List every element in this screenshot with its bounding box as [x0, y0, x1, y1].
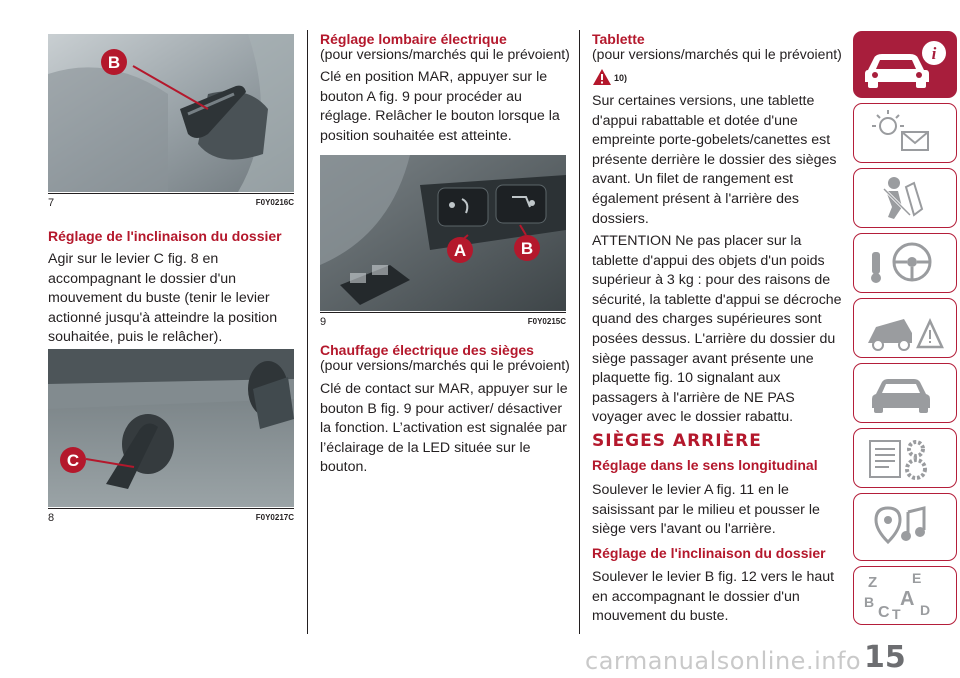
figure-9-callout-a: A	[453, 241, 467, 260]
figure-7-code: F0Y0216C	[255, 198, 294, 207]
safety-tab[interactable]	[853, 168, 957, 228]
svg-text:C: C	[878, 604, 890, 621]
section-text-tablette: Sur certaines versions, une tablette d'appui rabattable et dotée d'une empreinte porte-gobelets/canettes est présente derrière le dossier des sièges avant. Un filet de rangement est également présent à l'arrière des dossiers.	[592, 93, 837, 227]
vehicle-info-icon	[854, 32, 955, 96]
warning-reference-number: 10)	[614, 73, 628, 83]
index-tab[interactable]	[853, 566, 957, 625]
figure-9-rule	[320, 312, 566, 313]
figure-8-rule	[48, 508, 294, 509]
figure-8-code: F0Y0217C	[255, 513, 294, 522]
technical-data-tab[interactable]	[853, 428, 957, 488]
figure-7-callout-b: B	[107, 53, 121, 72]
section-heading-chauffage: Chauffage électrique des sièges	[320, 342, 534, 358]
warning-triangle-icon	[592, 68, 612, 86]
section-heading-inclinaison: Réglage de l'inclinaison du dossier	[48, 228, 282, 244]
emergency-tab[interactable]	[853, 298, 957, 358]
section-heading-inclinaison-arriere: Réglage de l'inclinaison du dossier	[592, 545, 826, 561]
emergency-icon	[854, 299, 955, 356]
section-heading-tablette: Tablette	[592, 31, 645, 47]
section-sub-tablette: (pour versions/marchés qui le prévoient)	[592, 46, 842, 62]
figure-8-image	[48, 349, 294, 507]
vehicle-info-tab[interactable]	[853, 31, 957, 98]
svg-text:i: i	[931, 44, 937, 63]
section-heading-longitudinal: Réglage dans le sens longitudinal	[592, 457, 818, 473]
figure-9-caption	[320, 316, 566, 328]
section-text-attention: ATTENTION Ne pas placer sur la tablette d'appui des objets d'un poids supérieur à 3 kg : pour des raisons de sécurité, la tablette d'appui se décroche quand des charges supérieures sont posées dessus. L'arrière du dossier du siège passager avant présente une plaquette fig. 10 signalant aux passagers à l'arrière de NE PAS voyager avec le dossier rabattu.	[592, 233, 842, 426]
section-text-inclinaison-arriere: Soulever le levier B fig. 12 vers le haut en accompagnant le dossier d'un mouvement du buste.	[592, 569, 835, 625]
section-heading-lombaire: Réglage lombaire électrique	[320, 31, 507, 47]
page-number: 15	[864, 640, 906, 675]
section-text-chauffage: Clé de contact sur MAR, appuyer sur le bouton B fig. 9 pour activer/ désactiver la fonction. L’activation est signalée par l’éclairage de la LED située sur le bouton.	[320, 381, 568, 476]
starting-driving-tab[interactable]	[853, 233, 957, 293]
section-text-inclinaison: Agir sur le levier C fig. 8 en accompagnant le dossier d'un mouvement du buste (tenir le levier actionné jusqu'à atteindre la position souhaitée, puis le relâcher).	[48, 251, 278, 346]
watermark-text: carmanualsonline.info	[585, 647, 862, 675]
multimedia-icon	[854, 494, 955, 559]
maintenance-icon	[854, 364, 955, 421]
svg-text:A: A	[900, 588, 915, 610]
column-divider-1	[307, 30, 308, 634]
column-divider-2	[579, 30, 580, 634]
warning-reference	[592, 68, 652, 86]
figure-8-number: 8	[48, 512, 55, 524]
multimedia-tab[interactable]	[853, 493, 957, 561]
section-text-lombaire: Clé en position MAR, appuyer sur le bouton A fig. 9 pour procéder au réglage. Relâcher le bouton lorsque la position souhaitée est atteinte.	[320, 69, 560, 144]
svg-text:Z: Z	[868, 574, 878, 591]
svg-text:D: D	[920, 602, 931, 618]
technical-data-icon	[854, 429, 955, 486]
svg-text:B: B	[864, 594, 875, 610]
dashboard-warning-tab[interactable]	[853, 103, 957, 163]
chapter-title-sieges-arriere: SIÈGES ARRIÈRE	[592, 431, 762, 451]
index-icon	[854, 567, 955, 623]
figure-9-code: F0Y0215C	[527, 317, 566, 326]
figure-9-number: 9	[320, 316, 327, 328]
dashboard-warning-icon	[854, 104, 955, 161]
svg-text:T: T	[892, 606, 901, 622]
figure-7-number: 7	[48, 197, 55, 209]
figure-8-caption	[48, 512, 294, 524]
figure-9-callout-b: B	[520, 239, 534, 258]
figure-7-image	[48, 34, 294, 192]
figure-9-image	[320, 155, 566, 311]
section-sub-lombaire: (pour versions/marchés qui le prévoient)	[320, 46, 570, 62]
figure-7-rule	[48, 193, 294, 194]
figure-7-caption	[48, 197, 294, 209]
safety-airbag-icon	[854, 169, 955, 226]
section-text-longitudinal: Soulever le levier A fig. 11 en le saisissant par le milieu et pousser le siège vers l'avant ou l'arrière.	[592, 482, 820, 538]
section-sub-chauffage: (pour versions/marchés qui le prévoient)	[320, 357, 570, 373]
figure-8-callout-c: C	[66, 451, 80, 470]
svg-text:E: E	[912, 570, 922, 586]
starting-driving-icon	[854, 234, 955, 291]
maintenance-tab[interactable]	[853, 363, 957, 423]
